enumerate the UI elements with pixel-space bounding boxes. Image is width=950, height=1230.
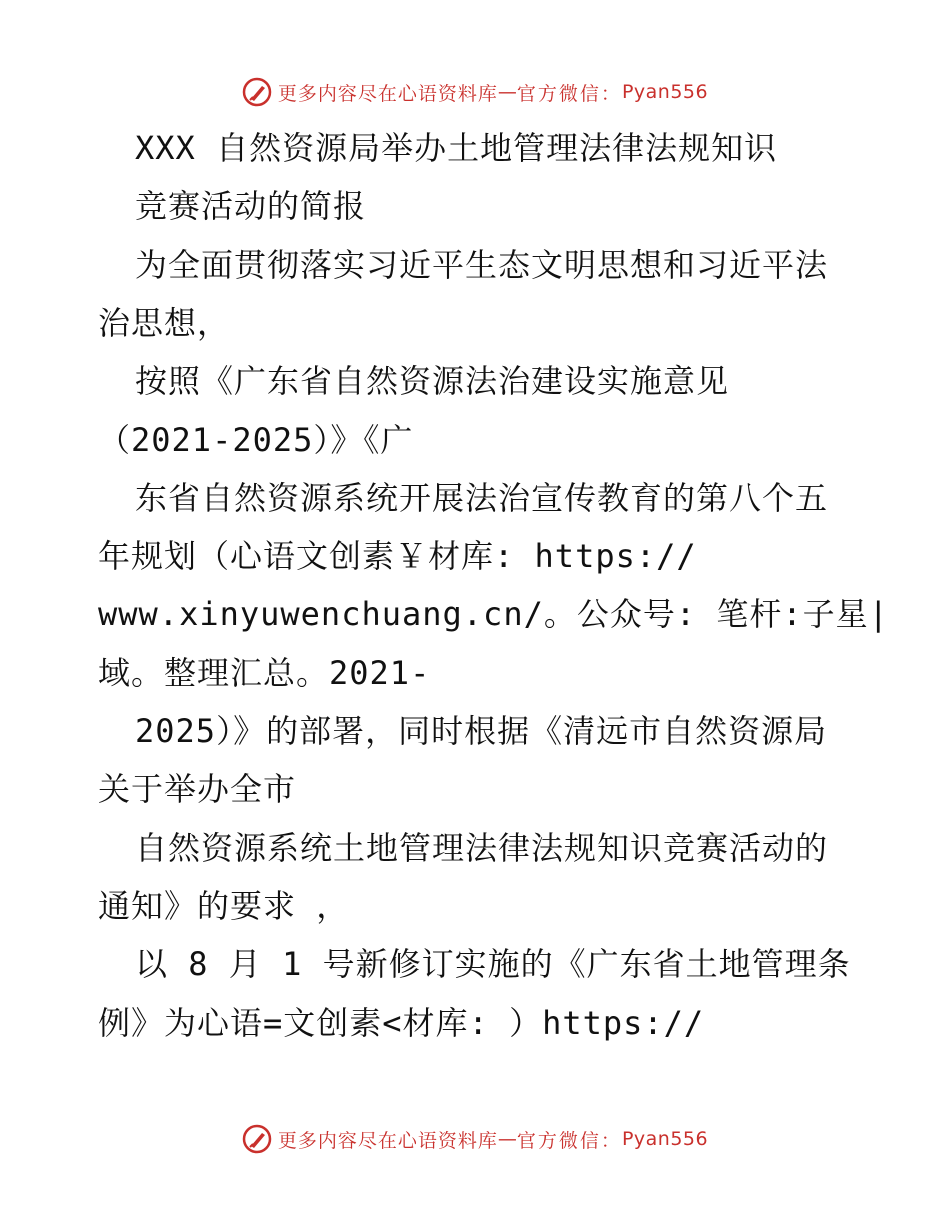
- watermark-dash: —: [497, 81, 517, 103]
- paragraph-line: 为全面贯彻落实习近平生态文明思想和习近平法: [135, 246, 829, 284]
- paragraph-line: 2025）》的部署，同时根据《清远市自然资源局: [135, 712, 828, 750]
- paragraph-line: 域。整理汇总。2021-: [98, 654, 431, 692]
- document-title-line-2: 竞赛活动的简报: [135, 187, 367, 225]
- paragraph-line: 自然资源系统土地管理法律法规知识竞赛活动的: [135, 829, 829, 867]
- paragraph-line: 按照《广东省自然资源法治建设实施意见: [135, 362, 730, 400]
- paragraph-line: 治思想，: [98, 304, 231, 342]
- watermark-contact-value: Pyan556: [621, 81, 709, 103]
- document-title-line-1: XXX 自然资源局举办土地管理法律法规知识: [135, 129, 778, 167]
- watermark-dash: —: [497, 1128, 517, 1150]
- paragraph-line: 关于举办全市: [98, 770, 297, 808]
- footer-watermark: [0, 1119, 950, 1159]
- watermark-brand: 更多内容尽在心语资料库: [277, 82, 498, 105]
- paragraph-line: （2021-2025）》《广: [98, 421, 414, 459]
- watermark-contact-label: 官方微信：: [516, 82, 622, 105]
- watermark-contact-label: 官方微信：: [516, 1129, 622, 1152]
- paragraph-line: 通知》的要求 ，: [98, 887, 350, 925]
- paragraph-line: www.xinyuwenchuang.cn/。公众号: 笔杆:子星|: [98, 595, 889, 633]
- feather-pen-badge-icon: [242, 1124, 272, 1154]
- paragraph-line: 以 8 月 1 号新修订实施的《广东省土地管理条: [135, 945, 851, 983]
- paragraph-line: 例》为心语=文创素<材库: ）https://: [98, 1004, 705, 1042]
- paragraph-line: 年规划（心语文创素￥材库: https://: [98, 537, 697, 575]
- paragraph-line: 东省自然资源系统开展法治宣传教育的第八个五: [135, 479, 829, 517]
- watermark-contact-value: Pyan556: [621, 1128, 709, 1150]
- watermark-brand: 更多内容尽在心语资料库: [277, 1129, 498, 1152]
